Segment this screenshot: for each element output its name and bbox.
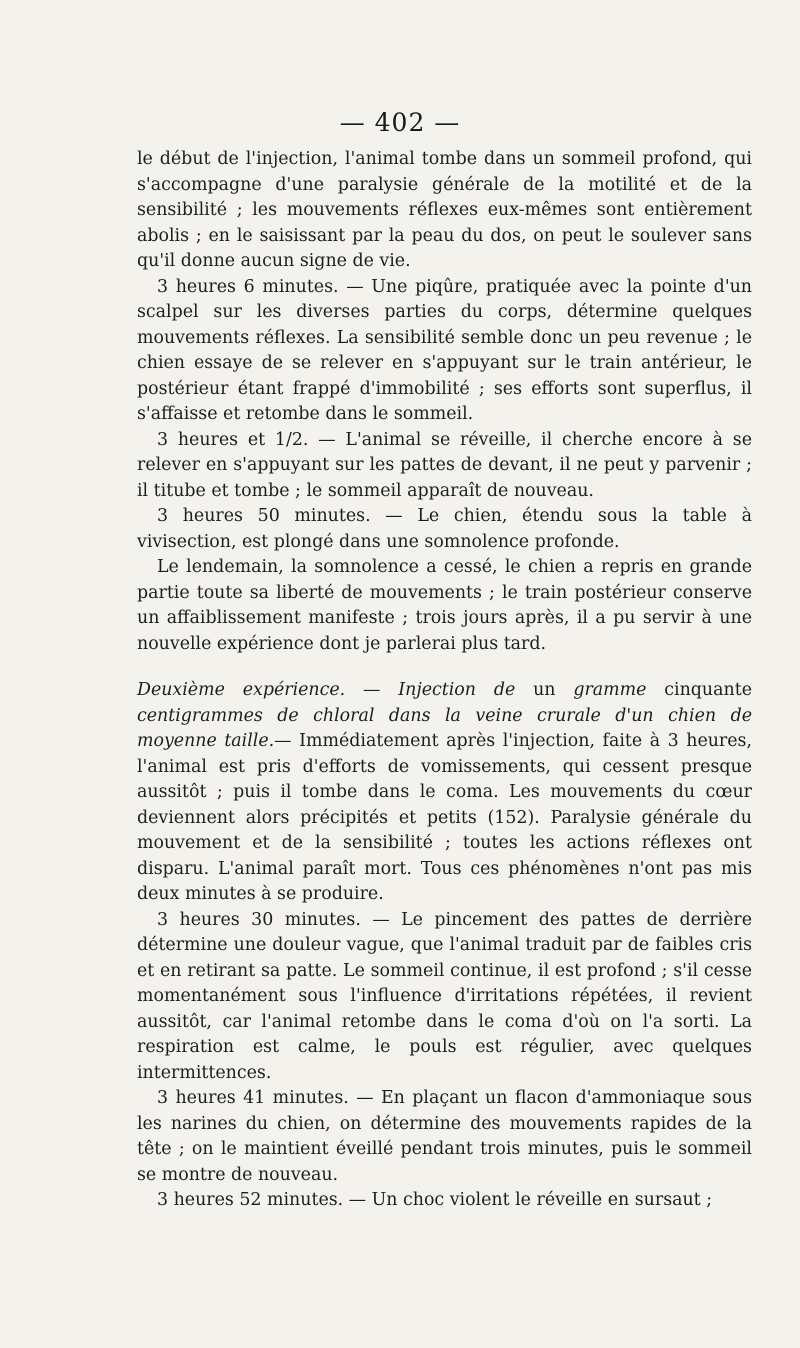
experiment-2-intro	[137, 678, 752, 908]
experiment-heading-part-5: centigrammes de chloral dans la veine crurale d'un chien de moyenne taille.—	[137, 705, 752, 751]
paragraph-3h06: 3 heures 6 minutes. — Une piqûre, pratiquée avec la pointe d'un scalpel sur les diverses parties du corps, détermine quelques mouvements réflexes. La sensibilité semble donc un peu revenue ; le chien essaye de se relever en s'appuyant sur le train antérieur, le postérieur étant frappé d'immobilité ; ses efforts sont superflus, il s'affaisse et retombe dans le sommeil.	[137, 276, 752, 424]
paragraph-3h41: 3 heures 41 minutes. — En plaçant un flacon d'ammoniaque sous les narines du chien, on détermine des mouvements rapides de la tête ; on le maintient éveillé pendant trois minutes, puis le sommeil se montre de nouveau.	[137, 1088, 752, 1185]
paragraph-3h52: 3 heures 52 minutes. — Un choc violent le réveille en sursaut ;	[157, 1190, 713, 1210]
paragraph-3h30-b: 3 heures 30 minutes. — Le pincement des pattes de derrière détermine une douleur vague, que l'animal traduit par de faibles cris et en retirant sa patte. Le sommeil continue, il est profond ; s'il cesse momentanément sous l'influence d'irritations répétées, il revient aussitôt, car l'animal retombe dans le coma d'où on l'a sorti. La respiration est calme, le pouls est régulier, avec quelques intermittences.	[137, 909, 752, 1083]
paragraph-3h30: 3 heures et 1/2. — L'animal se réveille, il cherche encore à se relever en s'appuyant sur les pattes de devant, il ne peut y parvenir ; il titube et tombe ; le sommeil apparaît de nouveau.	[137, 429, 752, 501]
text-section-1	[137, 147, 752, 657]
page-number: — 402 —	[339, 108, 461, 137]
paragraph-continuation: le début de l'injection, l'animal tombe dans un sommeil profond, qui s'accompagne d'une paralysie générale de la motilité et de la sensibilité ; les mouvements réflexes eux-mêmes sont entièrement abolis ; en le saisissant par la peau du dos, on peut le soulever sans qu'il donne aucun signe de vie.	[137, 149, 752, 271]
experiment-heading-part-3: gramme	[573, 680, 647, 700]
paragraph-lendemain: Le lendemain, la somnolence a cessé, le chien a repris en grande partie toute sa liberté de mouvements ; le train postérieur conserve un affaiblissement manifeste ; trois jours après, il a pu servir à une nouvelle expérience dont je parlerai plus tard.	[137, 557, 752, 654]
experiment-heading-part-2: un	[515, 680, 574, 700]
experiment-intro-text: Immédiatement après l'injection, faite à 3 heures, l'animal est pris d'efforts de vomissements, qui cessent presque aussitôt ; puis il tombe dans le coma. Les mouvements du cœur deviennent alors précipités et petits (152). Paralysie générale du mouvement et de la sensibilité ; toutes les actions réflexes ont disparu. L'animal paraît mort. Tous ces phénomènes n'ont pas mis deux minutes à se produire.	[137, 731, 752, 904]
text-section-2	[137, 678, 752, 1214]
paragraph-3h50: 3 heures 50 minutes. — Le chien, étendu sous la table à vivisection, est plongé dans une somnolence profonde.	[137, 506, 752, 552]
experiment-heading-part-1: Deuxième expérience. — Injection de	[137, 680, 516, 700]
experiment-heading-part-4: cinquante	[646, 680, 752, 700]
